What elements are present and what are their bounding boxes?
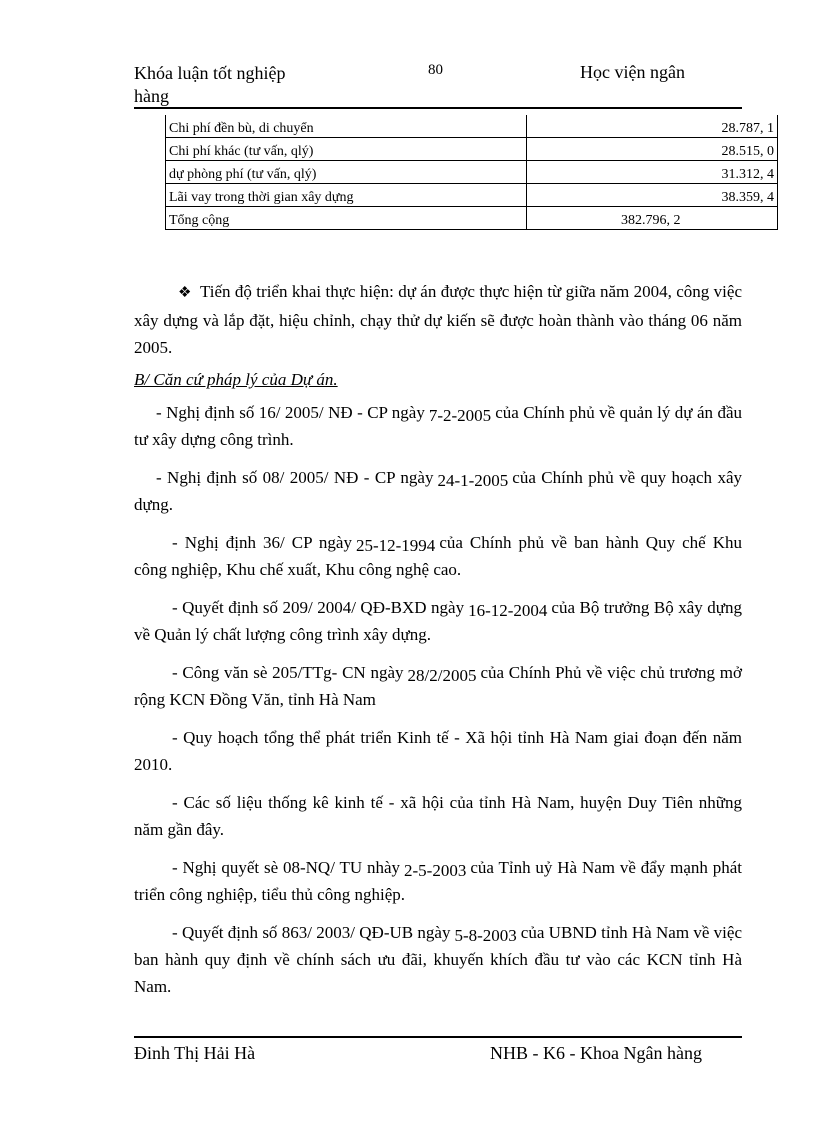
header-title-line1: Khóa luận tốt nghiệp xyxy=(134,63,286,83)
list-item: - Công văn sè 205/TTg- CN ngày 28/2/2005 của Chính Phủ về việc chủ trương mở rộng KCN Đồng Văn, tỉnh Hà Nam xyxy=(134,663,742,709)
table-cell-value: 28.787, 1 xyxy=(527,115,778,138)
table-cell-name: Chi phí đền bù, di chuyển xyxy=(166,115,527,138)
date: 28/2/2005 xyxy=(407,666,477,685)
table-cell-value: 38.359, 4 xyxy=(527,184,778,207)
table-row-total xyxy=(166,207,778,230)
table-cell-name: Tổng cộng xyxy=(166,207,527,230)
table-row xyxy=(166,115,778,138)
date: 5-8-2003 xyxy=(454,926,517,945)
list-item: - Nghị định số 16/ 2005/ NĐ - CP ngày 7-2-2005 của Chính phủ về quản lý dự án đầu tư xây dựng công trình. xyxy=(134,403,742,449)
date: 2-5-2003 xyxy=(404,861,467,880)
list-item: - Quy hoạch tổng thể phát triển Kinh tế - Xã hội tỉnh Hà Nam giai đoạn đến năm 2010. xyxy=(134,728,742,774)
header-title-line2: hàng xyxy=(134,86,169,106)
progress-text: Tiến độ triển khai thực hiện: dự án được thực hiện từ giữa năm 2004, công việc xây dựng và lắp đặt, hiệu chỉnh, chạy thử dự kiến sẽ được hoàn thành vào tháng 06 năm 2005. xyxy=(134,282,742,357)
list-item: - Các số liệu thống kê kinh tế - xã hội của tỉnh Hà Nam, huyện Duy Tiên những năm gần đây. xyxy=(134,793,742,839)
footer-class: NHB - K6 - Khoa Ngân hàng xyxy=(490,1043,702,1063)
footer-author: Đinh Thị Hải Hà xyxy=(134,1043,256,1063)
list-item: - Nghị quyết sè 08-NQ/ TU nhày 2-5-2003 của Tỉnh uỷ Hà Nam về đẩy mạnh phát triển công nghiệp, tiểu thủ công nghiệp. xyxy=(134,858,742,904)
header-right: Học viện ngân xyxy=(580,62,685,82)
diamond-bullet-icon: ❖ xyxy=(178,285,192,301)
table-row xyxy=(166,161,778,184)
table-cell-value: 31.312, 4 xyxy=(527,161,778,184)
document-body xyxy=(134,278,742,1011)
page-number: 80 xyxy=(428,62,443,78)
list-item: - Quyết định số 209/ 2004/ QĐ-BXD ngày 16-12-2004 của Bộ trưởng Bộ xây dựng về Quản lý chất lượng công trình xây dựng. xyxy=(134,598,742,644)
table-cell-name: Lãi vay trong thời gian xây dựng xyxy=(166,184,527,207)
progress-paragraph xyxy=(134,278,742,361)
date: 7-2-2005 xyxy=(428,406,492,425)
date: 25-12-1994 xyxy=(355,536,436,555)
list-item: - Nghị định 36/ CP ngày 25-12-1994 của Chính phủ về ban hành Quy chế Khu công nghiệp, Khu chế xuất, Khu công nghệ cao. xyxy=(134,533,742,579)
date: 24-1-2005 xyxy=(437,471,509,490)
header-rule xyxy=(134,107,742,109)
table-cell-name: dự phòng phí (tư vấn, qlý) xyxy=(166,161,527,184)
header-left xyxy=(134,62,285,108)
table-row xyxy=(166,184,778,207)
table-cell-name: Chi phí khác (tư vấn, qlý) xyxy=(166,138,527,161)
date: 16-12-2004 xyxy=(468,601,548,620)
table-cell-value: 28.515, 0 xyxy=(527,138,778,161)
footer-rule xyxy=(134,1036,742,1038)
section-title: B/ Căn cứ pháp lý của Dự án. xyxy=(134,370,338,389)
list-item: - Quyết định số 863/ 2003/ QĐ-UB ngày 5-8-2003 của UBND tỉnh Hà Nam về việc ban hành quy định về chính sách ưu đãi, khuyến khích đầu tư vào các KCN tỉnh Hà Nam. xyxy=(134,923,742,996)
table-cell-total: 382.796, 2 xyxy=(527,207,778,230)
list-item: - Nghị định số 08/ 2005/ NĐ - CP ngày 24-1-2005 của Chính phủ về quy hoạch xây dựng. xyxy=(134,468,742,514)
table-row xyxy=(166,138,778,161)
cost-table xyxy=(165,115,778,230)
